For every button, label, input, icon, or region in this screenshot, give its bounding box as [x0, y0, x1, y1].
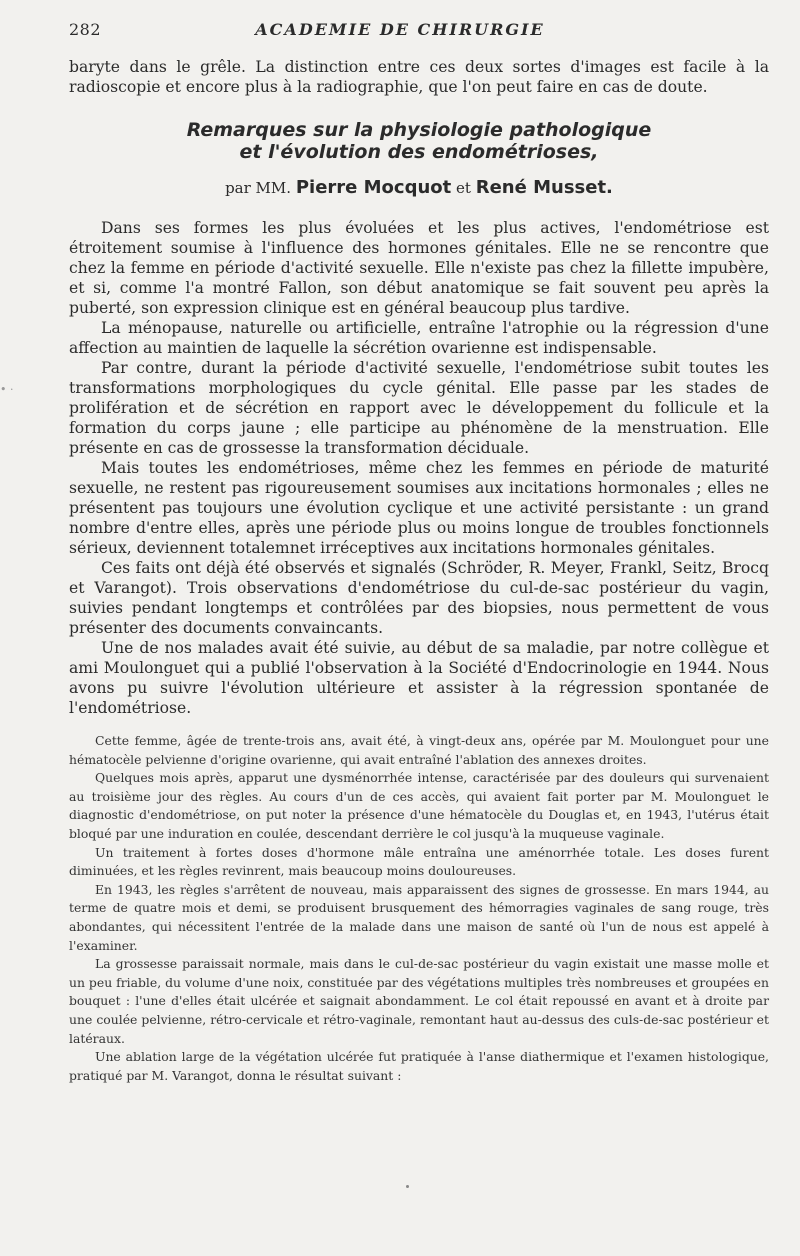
margin-mark: • · — [0, 383, 14, 396]
page-number: 282 — [69, 20, 102, 39]
case-paragraph: Cette femme, âgée de trente-trois ans, avait été, à vingt-deux ans, opérée par M. Moulonguet pour une hématocèle pelvienne d'origine ovarienne, qui avait entraîné l'ablation des annexes droites. — [69, 733, 769, 767]
body-paragraph: Mais toutes les endométrioses, même chez les femmes en période de maturité sexuelle, ne restent pas rigoureusement soumises aux incitations hormonales ; elles ne présentent pas toujours une évolution cyclique et une activité persistante : un grand nombre d'entre elles, après une période plus ou moins longue de troubles fonctionnels sérieux, deviennent totalemnet irréceptives aux incitations hormonales génitales. — [69, 459, 769, 557]
body-paragraph: La ménopause, naturelle ou artificielle, entraîne l'atrophie ou la régression d'une affection au maintien de laquelle la sécrétion ovarienne est indispensable. — [69, 319, 769, 357]
article-title-line-2: et l'évolution des endométrioses, — [239, 141, 599, 163]
section-gap — [69, 718, 769, 732]
case-paragraph: En 1943, les règles s'arrêtent de nouveau, mais apparaissent des signes de grossesse. En mars 1944, au terme de quatre mois et demi, se produisent brusquement des hémorragies vaginales de sang rouge, très abondantes, qui nécessitent l'entrée de la malade dans une maison de santé où l'un de nous est appelé à l'examiner. — [69, 881, 769, 953]
article-title-line-1: Remarques sur la physiologie pathologique — [186, 119, 652, 141]
byline-prefix: par MM. — [225, 179, 292, 197]
page-body — [69, 57, 769, 1085]
article-title — [69, 119, 769, 163]
author-2: René Musset. — [475, 177, 613, 198]
author-1: Pierre Mocquot — [295, 177, 452, 198]
byline-and: et — [456, 179, 471, 197]
carryover-paragraph: baryte dans le grêle. La distinction entre ces deux sortes d'images est facile à la radioscopie et encore plus à la radiographie, que l'on peut faire en cas de doute. — [69, 58, 769, 96]
case-paragraph: Un traitement à fortes doses d'hormone mâle entraîna une aménorrhée totale. Les doses furent diminuées, et les règles revinrent, mais beaucoup moins douloureuses. — [69, 844, 769, 879]
running-header — [69, 20, 731, 44]
case-paragraph: Quelques mois après, apparut une dysménorrhée intense, caractérisée par des douleurs qui survenaient au troisième jour des règles. Au cours d'un de ces accès, qui avaient fait porter par M. Moulonguet le diagnostic d'endométriose, on put noter la présence d'une hématocèle du Douglas et, en 1943, l'utérus était bloqué par une induration en coulée, descendant derrière le col jusqu'à la muqueuse vaginale. — [69, 770, 769, 841]
body-paragraph: Par contre, durant la période d'activité sexuelle, l'endométriose subit toutes les transformations morphologiques du cycle génital. Elle passe par les stades de prolifération et de sécrétion en rapport avec le développement du follicule et la formation du corps jaune ; elle participe au phénomène de la menstruation. Elle présente en cas de grossesse la transformation déciduale. — [69, 359, 769, 457]
byline — [69, 177, 769, 198]
page-speck — [406, 1185, 409, 1188]
body-paragraph: Une de nos malades avait été suivie, au début de sa maladie, par notre collègue et ami Moulonguet qui a publié l'observation à la Société d'Endocrinologie en 1944. Nous avons pu suivre l'évolution ultérieure et assister à la régression spontanée de l'endométriose. — [69, 639, 769, 717]
body-paragraph: Dans ses formes les plus évoluées et les plus actives, l'endométriose est étroitement soumise à l'influence des hormones génitales. Elle ne se rencontre que chez la femme en période d'activité sexuelle. Elle n'existe pas chez la fillette impubère, et si, comme l'a montré Fallon, son début anatomique se fait souvent peu après la puberté, son expression clinique est en général beaucoup plus tardive. — [69, 219, 769, 317]
body-paragraph: Ces faits ont déjà été observés et signalés (Schröder, R. Meyer, Frankl, Seitz, Brocq et Varangot). Trois observations d'endométriose du cul-de-sac postérieur du vagin, suivies pendant longtemps et contrôlées par des biopsies, nous permettent de vous présenter des documents convaincants. — [69, 559, 769, 637]
case-paragraph: La grossesse paraissait normale, mais dans le cul-de-sac postérieur du vagin existait une masse molle et un peu friable, du volume d'une noix, constituée par des végétations multiples très nombreuses et groupées en bouquet : l'une d'elles était ulcérée et saignait abondamment. Le col était repoussé en avant et à droite par une coulée pelvienne, rétro-cervicale et rétro-vaginale, remontant haut au-dessus des culs-de-sac postérieur et latéraux. — [69, 956, 769, 1046]
case-paragraph: Une ablation large de la végétation ulcérée fut pratiquée à l'anse diathermique et l'examen histologique, pratiqué par M. Varangot, donna le résultat suivant : — [69, 1049, 769, 1083]
running-title: ACADEMIE DE CHIRURGIE — [255, 20, 545, 39]
